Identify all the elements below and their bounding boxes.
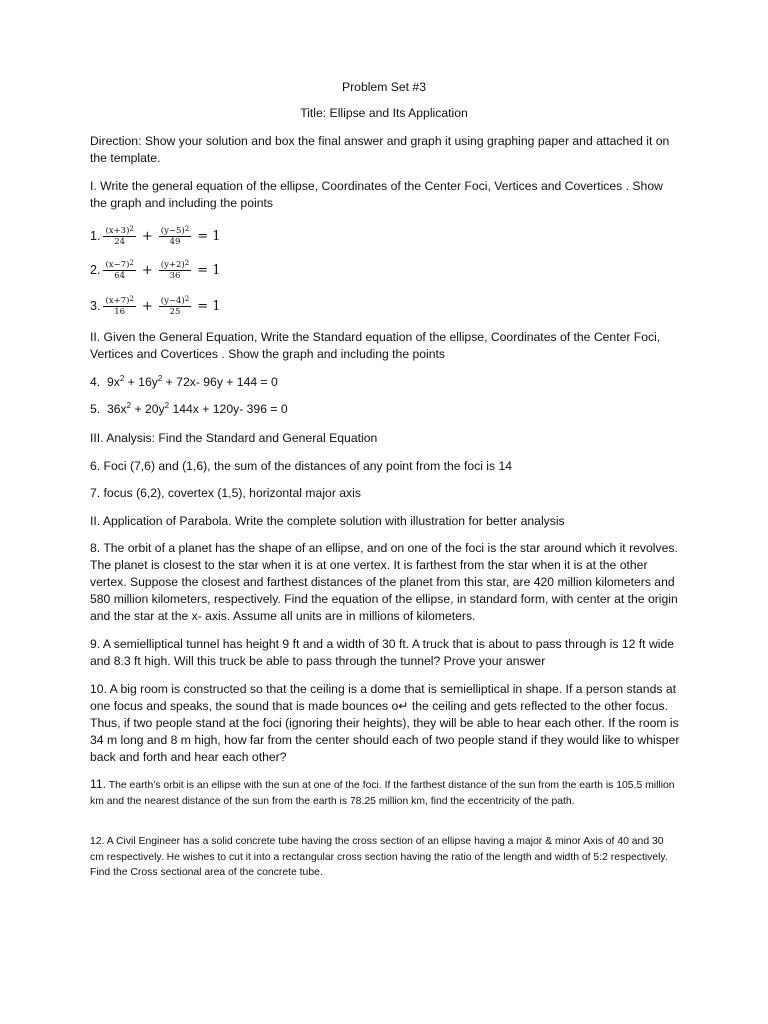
fraction-x: $\frac{(x+7)^2}{16}$ (105, 294, 134, 317)
item-8: 8. The orbit of a planet has the shape of an ellipse, and on one of the foci is the star around which it revolves. The planet is closest to the star when it is at one vertex. It is farthest from the star when it is at the other vertex. Suppose the closest and farthest distances of the planet from this star, are 420 million kilometers and 580 million kilometers, respectively. Find the equation of the ellipse, in standard form, with center at the origin and the star at the x- axis. Assume all units are in millions of kilometers. (90, 541, 678, 623)
item-11: 11. The earth’s orbit is an ellipse with the sun at one of the foci. If the farthest distance of the sun from the earth is 105.5 million km and the nearest distance of the sun from the earth is 78.25 million km, find the eccentricity of the path. (90, 777, 675, 807)
item-6: 6. Foci (7,6) and (1,6), the sum of the distances of any point from the foci is 14 (90, 459, 513, 473)
problem-set-label: Problem Set #3 (341, 80, 426, 94)
equation-number: 2. (90, 263, 101, 277)
item-12: 12. A Civil Engineer has a solid concrete tube having the cross section of an ellipse having a major & minor Axis of 40 and 30 cm respectively. He wishes to cut it into a rectangular cross section having the ratio of the length and width of 5:2 respectively. Find the Cross sectional area of the concrete tube. (90, 836, 668, 878)
section2-heading: II. Given the General Equation, Write the Standard equation of the ellipse, Coordinates of the Center Foci, Vertices and Covertices . Show the graph and including the points (90, 330, 661, 361)
direction-text: Direction: Show your solution and box the final answer and graph it using graphing paper and attached it on the template. (90, 134, 670, 165)
item-4: 4. $9x^2 + 16y^2 + 72x-$ 96y + 144 = 0 (90, 373, 278, 389)
page-title: Title: Ellipse and Its Application (300, 106, 468, 120)
section3-heading: III. Analysis: Find the Standard and General Equation (90, 431, 378, 445)
fraction-y: $\frac{(y+2)^2}{36}$ (160, 258, 190, 281)
equation-3: 3. $\frac{(x+7)^2}{16}$ + $\frac{(y-4)^2}{25}$ = 1 (90, 294, 221, 317)
equation-rhs: = 1 (197, 298, 221, 314)
item-10: 10. A big room is constructed so that the ceiling is a dome that is semielliptical in shape. If a person stands at one focus and speaks, the sound that is made bounces o↵ the ceiling and gets reflected to the other focus. Thus, if two people stand at the foci (ignoring their heights), they will be able to hear each other. If the room is 34 m long and 8 m high, how far from the center should each of two people stand if they would like to whisper back and forth and hear each other? (90, 682, 680, 764)
item-9: 9. A semielliptical tunnel has height 9 ft and a width of 30 ft. A truck that is about to pass through is 12 ft wide and 8.3 ft high. Will this truck be able to pass through the tunnel? Prove your answer (90, 637, 674, 668)
item-5: 5. $36x^2 + 20y^2$ 144x + 120y- 396 = 0 (90, 400, 288, 416)
equation-1: 1. $\frac{(x+3)^2}{24}$ + $\frac{(y-5)^2}{49}$ = 1 (90, 224, 221, 247)
section4-heading: II. Application of Parabola. Write the complete solution with illustration for better analysis (90, 514, 565, 528)
equation-rhs: = 1 (197, 262, 221, 278)
equation-number: 3. (90, 299, 101, 313)
fraction-x: $\frac{(x-7)^2}{64}$ (105, 258, 134, 281)
equation-2: 2. $\frac{(x-7)^2}{64}$ + $\frac{(y+2)^2}{36}$ = 1 (90, 258, 221, 281)
equation-rhs: = 1 (197, 228, 221, 244)
fraction-y: $\frac{(y-5)^2}{49}$ (160, 224, 190, 247)
item-7: 7. focus (6,2), covertex (1,5), horizontal major axis (90, 486, 361, 500)
section1-heading: I. Write the general equation of the ellipse, Coordinates of the Center Foci, Vertices and Covertices . Show the graph and including the points (90, 179, 663, 210)
fraction-y: $\frac{(y-4)^2}{25}$ (160, 294, 190, 317)
equation-number: 1. (90, 229, 101, 243)
fraction-x: $\frac{(x+3)^2}{24}$ (105, 224, 134, 247)
